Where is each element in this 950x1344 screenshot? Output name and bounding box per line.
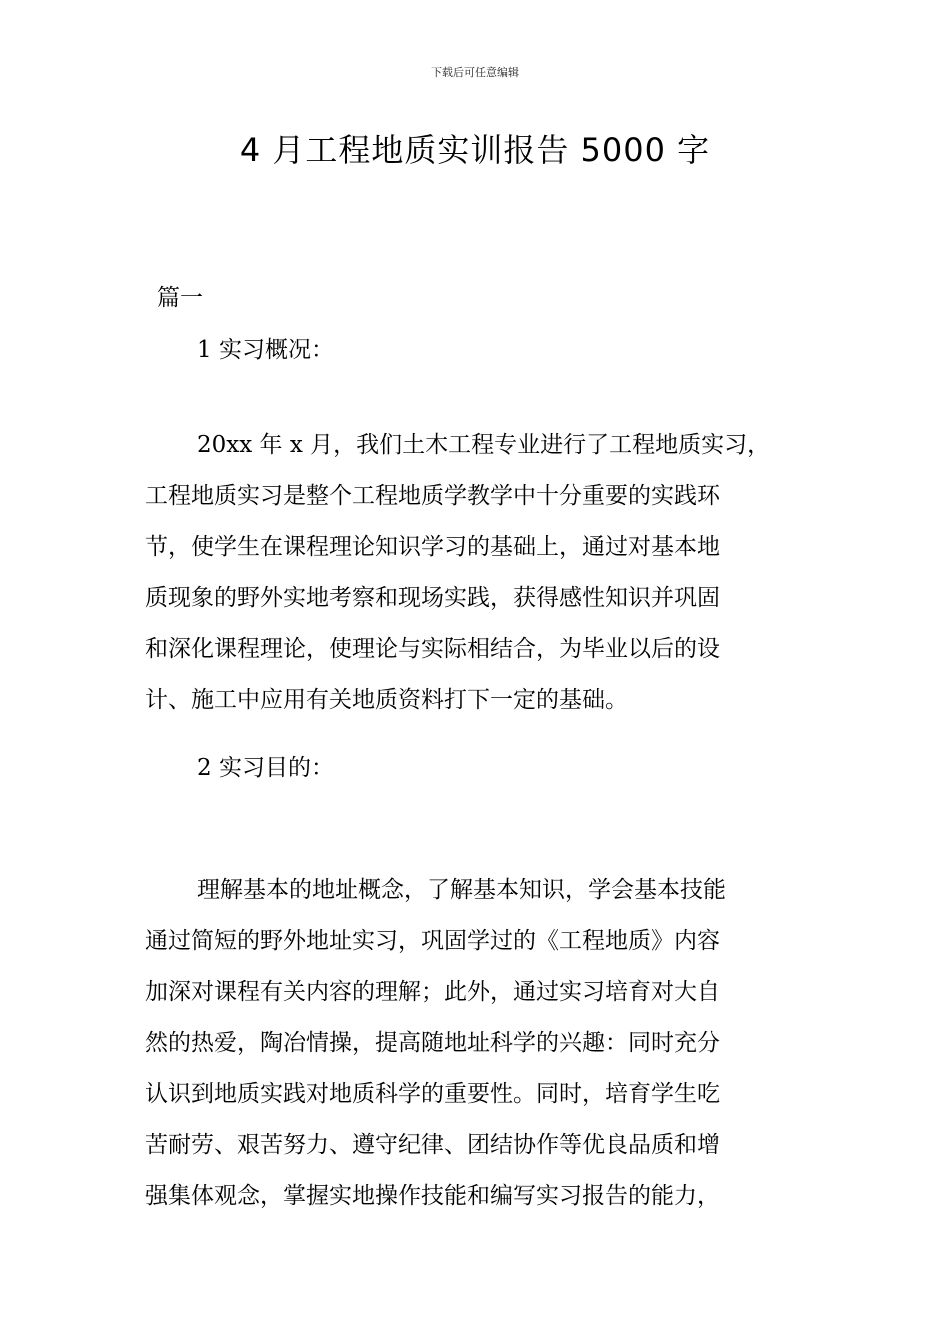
paragraph-line: 计、施工中应用有关地质资料打下一定的基础。: [145, 687, 628, 713]
paragraph-line: 通过简短的野外地址实习，巩固学过的《工程地质》内容: [145, 928, 720, 954]
section-2-heading-block: [145, 752, 835, 784]
section-2-heading: 2 实习目的：: [197, 755, 334, 781]
document-title: 4 月工程地质实训报告 5000 字: [239, 131, 711, 169]
paragraph-line: 苦耐劳、艰苦努力、遵守纪律、团结协作等优良品质和增: [145, 1132, 720, 1158]
section-label: 篇一: [157, 285, 203, 311]
paragraph-line: 工程地质实习是整个工程地质学教学中十分重要的实践环: [145, 483, 720, 509]
paragraph-line: 20xx 年 x 月，我们土木工程专业进行了工程地质实习，: [197, 432, 771, 458]
section-1-body: [145, 420, 835, 726]
paragraph-line: 认识到地质实践对地质科学的重要性。同时，培育学生吃: [145, 1081, 720, 1107]
paragraph-line: 强集体观念，掌握实地操作技能和编写实习报告的能力，: [145, 1183, 720, 1209]
paragraph-line: 质现象的野外实地考察和现场实践，获得感性知识并巩固: [145, 585, 720, 611]
section-1-heading-block: [145, 334, 835, 366]
paragraph-line: 然的热爱，陶冶情操，提高随地址科学的兴趣：同时充分: [145, 1030, 720, 1056]
paragraph-line: 加深对课程有关内容的理解；此外，通过实习培育对大自: [145, 979, 720, 1005]
paragraph-line: 理解基本的地址概念，了解基本知识，学会基本技能: [197, 877, 726, 903]
paragraph-line: 和深化课程理论，使理论与实际相结合，为毕业以后的设: [145, 636, 720, 662]
section-2-body: [145, 865, 835, 1222]
section-1-heading: 1 实习概况：: [197, 337, 334, 363]
paragraph-line: 节，使学生在课程理论知识学习的基础上，通过对基本地: [145, 534, 720, 560]
download-note: 下载后可任意编辑: [431, 66, 519, 79]
